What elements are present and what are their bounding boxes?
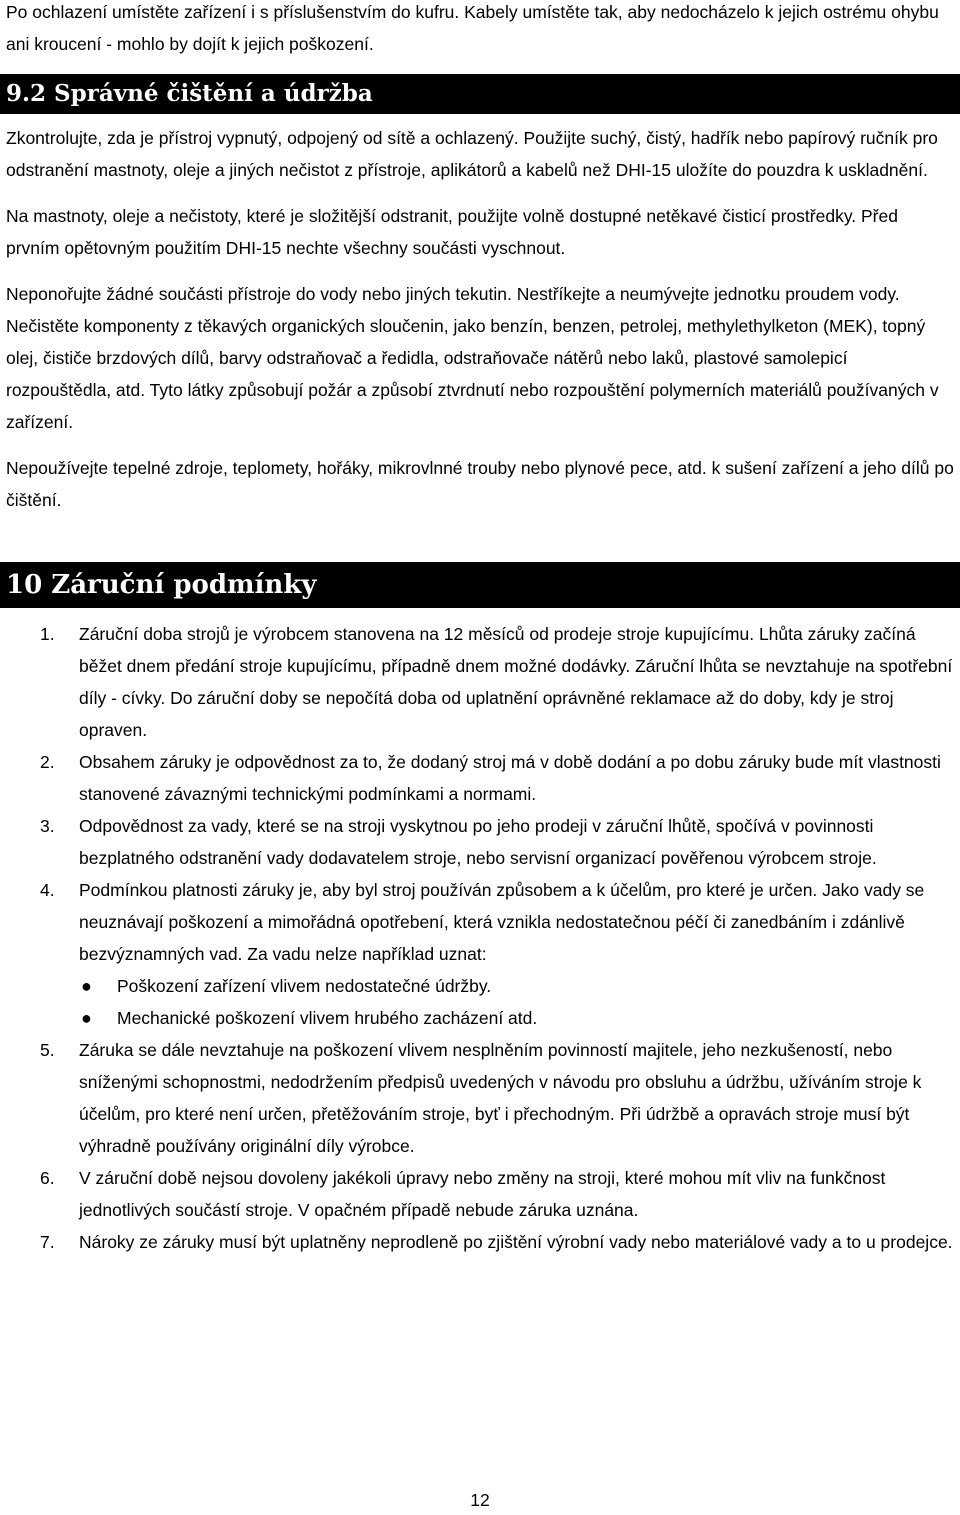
cleaning-paragraph-3: Neponořujte žádné součásti přístroje do vody nebo jiných tekutin. Nestříkejte a neumývejte jednotku proudem vody. Nečistěte komponenty z těkavých organických sloučenin, jako benzín, benzen, petrolej, methylethylketon (MEK), topný olej, čističe brzdových dílů, barvy odstraňovač a ředidla, odstraňovače nátěrů nebo laků, plastové samolepicí rozpouštědla, atd. Tyto látky způsobují požár a způsobí ztvrdnutí nebo rozpouštění polymerních materiálů používaných v zařízení. bbox=[6, 284, 939, 432]
list-item bbox=[6, 618, 956, 746]
bullet-icon: ● bbox=[81, 976, 92, 996]
item-number: 3. bbox=[40, 816, 55, 836]
cleaning-paragraph-2: Na mastnoty, oleje a nečistoty, které je složitější odstranit, použijte volně dostupné netěkavé čisticí prostředky. Před prvním opětovným použitím DHI-15 nechte všechny součásti vyschnout. bbox=[6, 206, 898, 258]
list-item bbox=[6, 1162, 956, 1226]
item-number: 5. bbox=[40, 1040, 55, 1060]
page-number: 12 bbox=[470, 1490, 490, 1510]
bullet-item bbox=[79, 1002, 956, 1034]
list-item bbox=[6, 874, 956, 1034]
item-number: 6. bbox=[40, 1168, 55, 1188]
exclusion-bullet-list bbox=[79, 970, 956, 1034]
list-item bbox=[6, 746, 956, 810]
list-item bbox=[6, 1226, 956, 1258]
section-heading-9-2: 9.2 Správné čištění a údržba bbox=[0, 74, 960, 114]
item-number: 7. bbox=[40, 1232, 55, 1252]
item-number: 2. bbox=[40, 752, 55, 772]
cleaning-paragraph-1: Zkontrolujte, zda je přístroj vypnutý, odpojený od sítě a ochlazený. Použijte suchý, čistý, hadřík nebo papírový ručník pro odstranění mastnoty, oleje a jiných nečistot z přístroje, aplikátorů a kabelů než DHI-15 uložíte do pouzdra k uskladnění. bbox=[6, 128, 938, 180]
warranty-list bbox=[6, 618, 956, 1258]
item-text: Obsahem záruky je odpovědnost za to, že dodaný stroj má v době dodání a po dobu záruky bude mít vlastnosti stanovené závaznými technickými podmínkami a normami. bbox=[79, 752, 941, 804]
item-text: Záruka se dále nevztahuje na poškození vlivem nesplněním povinností majitele, jeho nezkušeností, nebo sníženými schopnostmi, nedodržením předpisů uvedených v návodu pro obsluhu a údržbu, užíváním stroje k účelům, pro které není určen, přetěžováním stroje, byť i přechodným. Při údržbě a opravách stroje musí být výhradně používány originální díly výrobce. bbox=[79, 1040, 922, 1156]
list-item bbox=[6, 810, 956, 874]
item-text: Záruční doba strojů je výrobcem stanovena na 12 měsíců od prodeje stroje kupujícímu. Lhůta záruky začíná běžet dnem předání stroje kupujícímu, případně dnem možné dodávky. Záruční lhůta se nevztahuje na spotřební díly - cívky. Do záruční doby se nepočítá doba od uplatnění oprávněné reklamace až do doby, kdy je stroj opraven. bbox=[79, 624, 953, 740]
bullet-text: Mechanické poškození vlivem hrubého zacházení atd. bbox=[117, 1008, 538, 1028]
bullet-icon: ● bbox=[81, 1008, 92, 1028]
bullet-item bbox=[79, 970, 956, 1002]
list-item bbox=[6, 1034, 956, 1162]
item-text: Nároky ze záruky musí být uplatněny neprodleně po zjištění výrobní vady nebo materiálové vady a to u prodejce. bbox=[79, 1232, 953, 1252]
bullet-text: Poškození zařízení vlivem nedostatečné údržby. bbox=[117, 976, 492, 996]
cleaning-paragraph-4: Nepoužívejte tepelné zdroje, teplomety, hořáky, mikrovlnné trouby nebo plynové pece, atd. k sušení zařízení a jeho dílů po čištění. bbox=[6, 458, 954, 510]
item-number: 1. bbox=[40, 624, 55, 644]
item-number: 4. bbox=[40, 880, 55, 900]
item-text: Podmínkou platnosti záruky je, aby byl stroj používán způsobem a k účelům, pro které je určen. Jako vady se neuznávají poškození a mimořádná opotřebení, která vznikla nedostatečnou péčí či zanedbáním i zdánlivě bezvýznamných vad. Za vadu nelze například uznat: bbox=[79, 880, 925, 964]
intro-paragraph: Po ochlazení umístěte zařízení i s příslušenstvím do kufru. Kabely umístěte tak, aby nedocházelo k jejich ostrému ohybu ani kroucení - mohlo by dojít k jejich poškození. bbox=[6, 2, 939, 54]
document-page bbox=[6, 0, 956, 1258]
item-text: V záruční době nejsou dovoleny jakékoli úpravy nebo změny na stroji, které mohou mít vliv na funkčnost jednotlivých součástí stroje. V opačném případě nebude záruka uznána. bbox=[79, 1168, 886, 1220]
item-text: Odpovědnost za vady, které se na stroji vyskytnou po jeho prodeji v záruční lhůtě, spočívá v povinnosti bezplatného odstranění vady dodavatelem stroje, nebo servisní organizací pověřenou výrobcem stroje. bbox=[79, 816, 877, 868]
section-heading-10: 10 Záruční podmínky bbox=[0, 562, 960, 608]
